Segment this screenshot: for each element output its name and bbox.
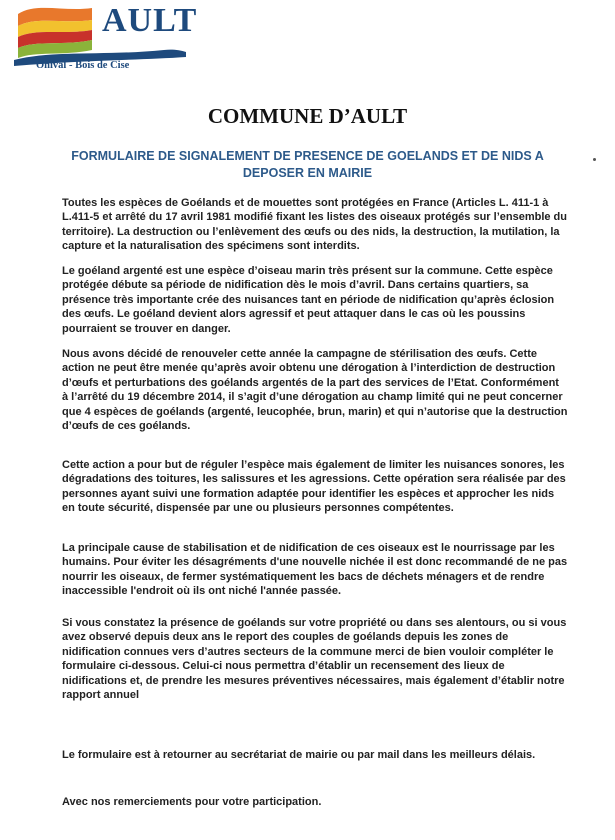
logo-name: AULT <box>102 2 198 39</box>
paragraph-signalement: Si vous constatez la présence de goélands sur votre propriété ou dans ses alentours, ou si vous avez observé depuis deux ans le report des couples de goélands depuis les zones de nidification connues vers d’autres secteurs de la commune merci de bien vouloir compléter le formulaire ci-dessous. Celui-ci nous permettra d’établir un recensement des lieux de nidifications et, de prendre les mesures préventives nécessaires, mais également d’établir notre rapport annuel <box>62 617 567 702</box>
paragraph-goeland-argente: Le goéland argenté est une espèce d’oiseau marin très présent sur la commune. Cette espèce protégée débute sa période de nidification dès le mois d’avril. Dans certains quartiers, sa présence très importante crée des nuisances tant en période de nidification qu’après éclosion des œufs. Le goéland devient alors agressif et peut attaquer dans le cas où les poussins pourraient se trouver en danger. <box>62 265 555 335</box>
paragraph-remerciements: Avec nos remerciements pour votre participation. <box>62 796 322 808</box>
paragraph-nourrissage: La principale cause de stabilisation et de nidification de ces oiseaux est le nourrissage par les humains. Pour éviter les désagréments d'une nouvelle nichée il est donc recommandé de ne pas nourrir les oiseaux, de fermer systématiquement les bacs de déchets ménagers et de rendre inaccessible l'endroit où ils ont niché l'année passée. <box>62 542 568 598</box>
paragraph-campagne: Nous avons décidé de renouveler cette année la campagne de stérilisation des œufs. Cette action ne peut être menée qu’après avoir obtenu une dérogation à l’interdiction de destruction d’œufs et perturbations des goélands argentés de la part des services de l’Etat. Conformément à l’arrêté du 19 décembre 2014, il s’agit d’une dérogation au champ limité qui ne peut concerner que 4 espèces de goélands (argenté, leucophée, brun, marin) et qui n’autorise que la destruction d’œufs de ces goélands. <box>62 348 568 433</box>
scan-dot <box>593 158 596 161</box>
paragraph-protection: Toutes les espèces de Goélands et de mouettes sont protégées en France (Articles L. 411-1 à L.411-5 et arrêté du 17 avril 1981 modifié fixant les listes des oiseaux protégés sur l’ensemble du territoire). La destruction ou l’enlèvement des œufs ou des nids, la destruction, la mutilation, la capture et la naturalisation des spécimens sont interdits. <box>62 197 567 253</box>
form-subtitle: FORMULAIRE DE SIGNALEMENT DE PRESENCE DE GOELANDS ET DE NIDS A DEPOSER EN MAIRIE <box>71 149 544 180</box>
page-title: COMMUNE D’AULT <box>207 104 408 128</box>
ault-logo <box>14 2 198 80</box>
paragraph-objectif: Cette action a pour but de réguler l’espèce mais également de limiter les nuisances sonores, les dégradations des toitures, les salissures et les agressions. Cette opération sera réalisée par des personnes ayant suivi une formation adaptée pour identifier les espèces et approcher les nids en toute sécurité, dispensée par une ou plusieurs personnes compétentes. <box>62 459 566 515</box>
logo-subtitle: Onival - Bois de Cise <box>36 60 130 71</box>
paragraph-retour-formulaire: Le formulaire est à retourner au secrétariat de mairie ou par mail dans les meilleurs délais. <box>62 749 536 761</box>
